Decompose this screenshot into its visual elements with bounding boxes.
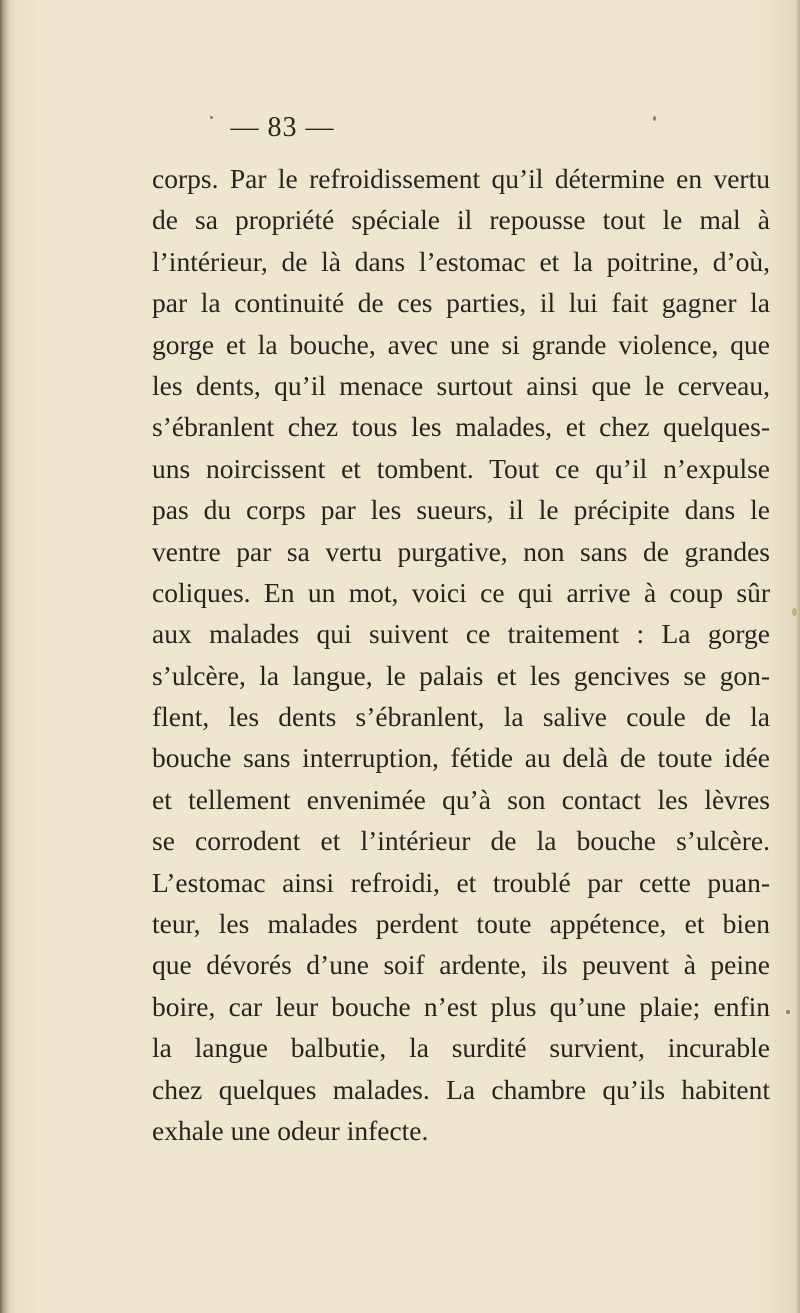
text-line: ventre par sa vertu purgative, non sans de grandes <box>152 535 770 567</box>
text-line: aux malades qui suivent ce traitement : La gorge <box>152 618 770 650</box>
paper-speck <box>786 1010 790 1014</box>
text-line: de sa propriété spéciale il repousse tout le mal à <box>152 204 770 236</box>
text-line: par la continuité de ces parties, il lui fait gagner la <box>152 287 770 319</box>
text-line: corps. Par le refroidissement qu’il détermine en vertu <box>152 163 770 194</box>
text-line: coliques. En un mot, voici ce qui arrive à coup sûr <box>152 576 770 608</box>
text-line: exhale une odeur infecte. <box>152 1114 429 1146</box>
text-line: et tellement envenimée qu’à son contact les lèvres <box>152 783 770 815</box>
text-line: bouche sans interruption, fétide au delà de toute idée <box>152 742 770 774</box>
body-text <box>152 158 770 1151</box>
paper-speck <box>792 608 797 616</box>
text-line: la langue balbutie, la surdité survient, incurable <box>152 1032 770 1064</box>
text-line: les dents, qu’il menace surtout ainsi que le cerveau, <box>152 369 770 401</box>
text-line: chez quelques malades. La chambre qu’ils habitent <box>152 1073 770 1105</box>
paper-speck <box>210 116 213 119</box>
page-number: — 83 — <box>230 112 335 143</box>
text-line: gorge et la bouche, avec une si grande violence, que <box>152 328 770 360</box>
book-spine-shadow <box>0 0 10 1313</box>
text-line: boire, car leur bouche n’est plus qu’une plaie; enfin <box>152 990 770 1022</box>
text-line: flent, les dents s’ébranlent, la salive coule de la <box>152 701 770 733</box>
text-line: s’ulcère, la langue, le palais et les gencives se gon- <box>152 659 770 691</box>
text-line: L’estomac ainsi refroidi, et troublé par cette puan- <box>152 866 770 898</box>
text-line: teur, les malades perdent toute appétence, et bien <box>152 908 770 940</box>
text-line: l’intérieur, de là dans l’estomac et la poitrine, d’où, <box>152 245 770 277</box>
text-line: pas du corps par les sueurs, il le précipite dans le <box>152 494 770 526</box>
text-line: uns noircissent et tombent. Tout ce qu’il n’expulse <box>152 452 770 484</box>
paper-speck <box>653 116 656 121</box>
page-edge <box>796 0 800 1313</box>
text-line: que dévorés d’une soif ardente, ils peuvent à peine <box>152 949 770 981</box>
text-line: se corrodent et l’intérieur de la bouche s’ulcère. <box>152 825 770 857</box>
text-line: s’ébranlent chez tous les malades, et chez quelques- <box>152 411 770 443</box>
